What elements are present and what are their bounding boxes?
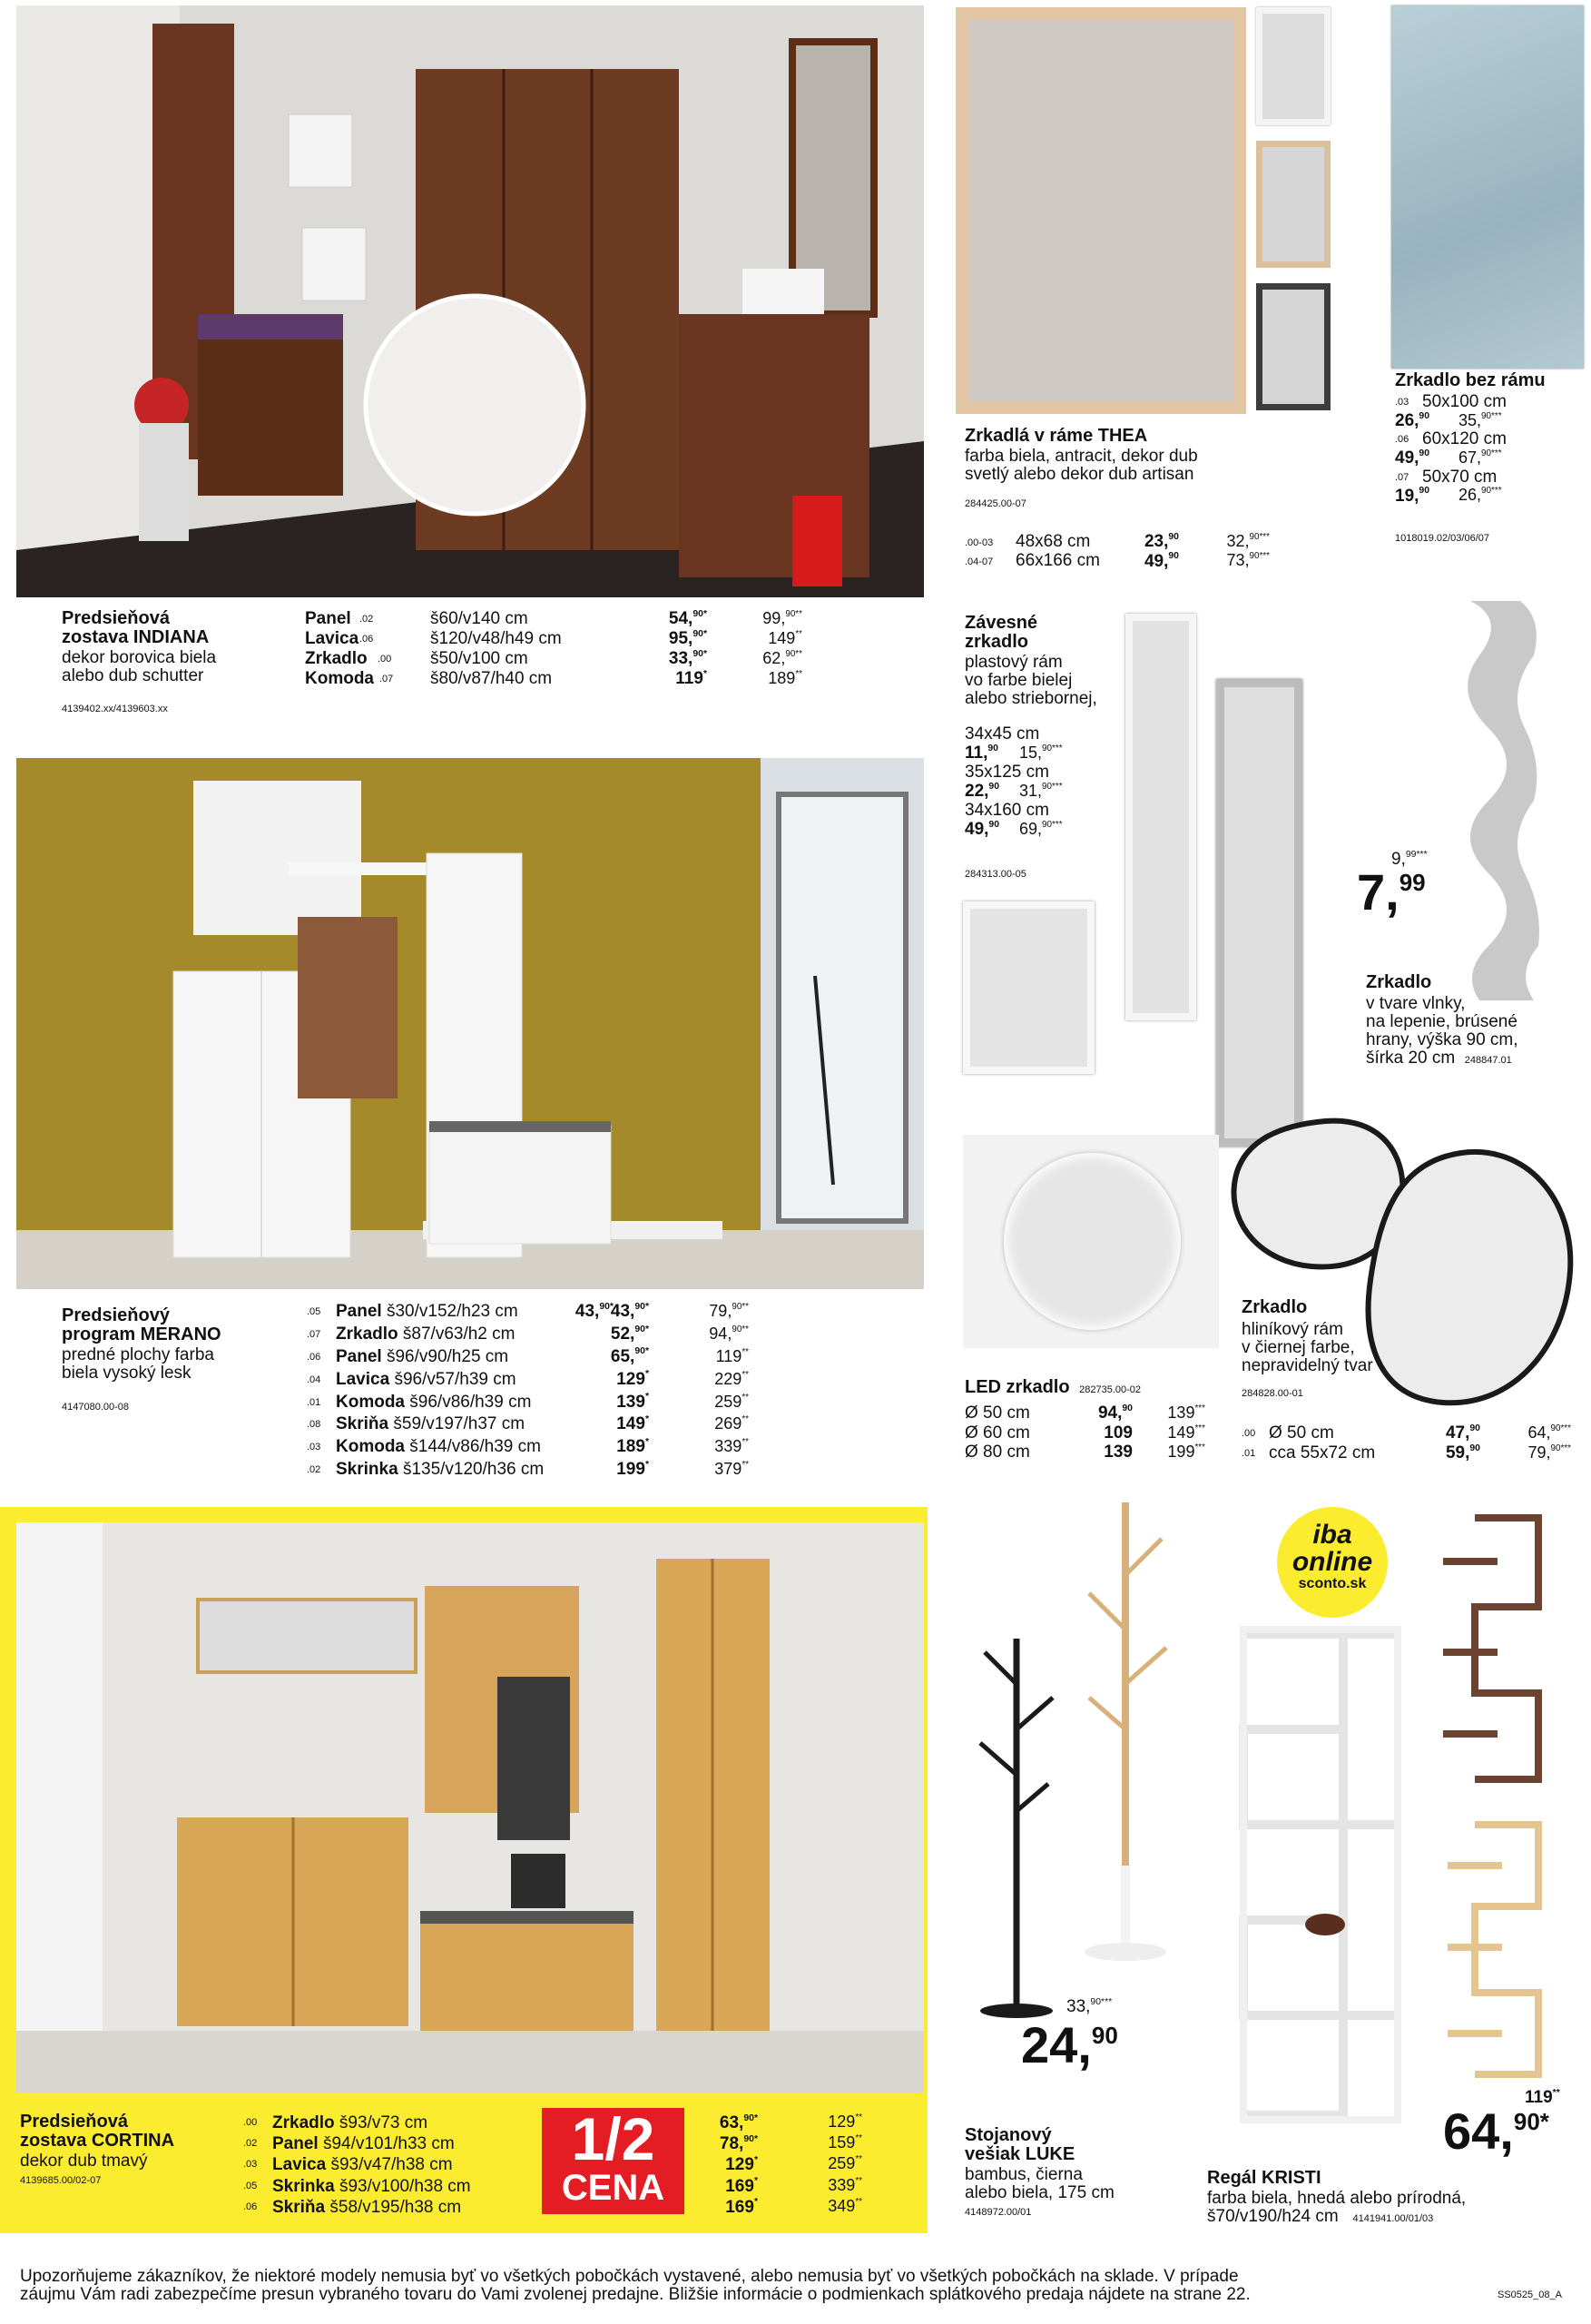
cortina-name: Predsieňová zostava CORTINA (20, 2112, 175, 2151)
merano-row: .02 Skrinka š135/v120/h36 cm (307, 1460, 545, 1480)
bezramu-item: .06 60x120 cm (1395, 429, 1507, 449)
luke-old-price: 33,$^{90***}$ (1066, 1996, 1113, 2016)
hlinik-desc: hliníkový rám v čiernej farbe, nepravidelný tvar (1242, 1320, 1373, 1376)
bezramu-item: 26,90 35,90*** (1395, 410, 1502, 430)
thea-row: .00-03 48x68 cm 23,90 32,90*** (965, 532, 1270, 552)
cortina-row: .06 Skriňa š58/v195/h38 cm (243, 2197, 462, 2217)
merano-row: .06 Panel š96/v90/h25 cm (307, 1346, 509, 1366)
thea-mirror-white (1256, 7, 1331, 125)
cortina-code: 4139685.00/02-07 (20, 2175, 102, 2186)
indiana-code: 4139402.xx/4139603.xx (62, 704, 168, 714)
thea-name: Zrkadlá v ráme THEA (965, 426, 1148, 446)
luke-price: 24,90 (1021, 2016, 1118, 2073)
bezramu-item: 19,90 26,90*** (1395, 486, 1502, 506)
merano-row: .03 Komoda š144/v86/h39 cm (307, 1437, 541, 1457)
indiana-name: Predsieňová zostava INDIANA (62, 608, 210, 647)
bezramu-code: 1018019.02/03/06/07 (1395, 533, 1489, 544)
hlinik-price-table (1242, 1423, 1571, 1463)
zavesne-code: 284313.00-05 (965, 869, 1026, 880)
indiana-row: Komoda .07 š80/v87/h40 cm 119* 189** (305, 668, 802, 689)
thea-row: .04-07 66x166 cm 49,90 73,90*** (965, 551, 1270, 571)
merano-price-table (307, 1301, 614, 1482)
bezramu-item: .07 50x70 cm (1395, 467, 1498, 487)
cortina-desc: dekor dub tmavý (20, 2152, 148, 2171)
merano-row: .04 Lavica š96/v57/h39 cm (307, 1369, 516, 1389)
bezramu-item: 49,90 67,90*** (1395, 448, 1502, 468)
half-price-badge: 1/2 CENA (542, 2108, 684, 2214)
hlinik-name: Zrkadlo (1242, 1297, 1308, 1317)
vlnky-name: Zrkadlo (1366, 972, 1432, 992)
zavesne-desc: plastový rám vo farbe bielej alebo striebornej, (965, 653, 1097, 709)
led-row: Ø 80 cm 139 199*** (965, 1443, 1205, 1462)
thea-mirror-oak (1256, 141, 1331, 268)
zavesne-name: Závesné zrkadlo (965, 613, 1038, 652)
thea-code: 284425.00-07 (965, 498, 1026, 509)
luke-desc: bambus, čierna alebo biela, 175 cm (965, 2165, 1115, 2203)
kristi-name: Regál KRISTI (1207, 2168, 1321, 2188)
cortina-row: .05 Skrinka š93/v100/h38 cm (243, 2176, 471, 2196)
vlnky-desc: v tvare vlnky, na lepenie, brúsené hrany, výška 90 cm, šírka 20 cm 248847.01 (1366, 994, 1518, 1068)
cortina-row: .02 Panel š94/v101/h33 cm (243, 2134, 455, 2154)
indiana-price-table (305, 609, 802, 689)
led-price-table (965, 1403, 1205, 1462)
wave-mirror (1452, 601, 1543, 1000)
merano-name: Predsieňový program MERANO (62, 1305, 221, 1344)
indiana-row: Panel .02 š60/v140 cm 54,90* 99,90** (305, 608, 802, 628)
merano-code: 4147080.00-08 (62, 1402, 130, 1413)
cortina-price-table (243, 2112, 471, 2218)
zavesne-mirror-tall-white (1125, 614, 1196, 1020)
mirror-no-frame (1391, 5, 1584, 369)
hlinik-code: 284828.00-01 (1242, 1388, 1303, 1399)
led-row: Ø 50 cm 94,90 139*** (965, 1403, 1205, 1423)
indiana-row: Zrkadlo .00 š50/v100 cm 33,90* 62,90** (305, 648, 802, 669)
footer-code: SS0525_08_A (1498, 2290, 1562, 2300)
luke-name: Stojanový vešiak LUKE (965, 2125, 1075, 2164)
led-heading: LED zrkadlo 282735.00-02 (965, 1377, 1142, 1397)
merano-desc: predné plochy farba biela vysoký lesk (62, 1345, 214, 1384)
kristi-desc: farba biela, hnedá alebo prírodná, š70/v190/h24 cm 4141941.00/01/03 (1207, 2189, 1467, 2227)
online-only-badge: iba online sconto.sk (1277, 1507, 1388, 1618)
kristi-shelves (1234, 1507, 1588, 2142)
bezramu-price-list (1395, 393, 1507, 506)
merano-row: .01 Komoda š96/v86/h39 cm (307, 1392, 532, 1412)
zavesne-mirror-small (963, 901, 1095, 1074)
kristi-price: 64,$^{90*}$ (1443, 2102, 1549, 2160)
indiana-desc: dekor borovica biela alebo dub schutter (62, 648, 217, 686)
zavesne-mirror-tall-silver (1216, 679, 1302, 1147)
footer-disclaimer: Upozorňujeme zákazníkov, že niektoré modely nemusia byť vo všetkých pobočkách vystavené, alebo nemusia byť vo všetkých pobočkách na sklade. V prípade záujmu Vám radi zabezpečíme presun vybraného tovaru do Vami zvolenej predajne. Bližšie informácie o podmienkach splátkového predaja nájdete na strane 22. (20, 2267, 1251, 2304)
hlinik-row: .01 cca 55x72 cm 59,90 79,90*** (1242, 1443, 1571, 1463)
thea-mirror-anthracite (1256, 283, 1331, 410)
cortina-prices: 63,90* 129** 78,90* 159** 129* 259** 169* 339** 169* 349** (719, 2112, 862, 2217)
cortina-row: .00 Zrkadlo š93/v73 cm (243, 2113, 428, 2132)
led-row: Ø 60 cm 109 149*** (965, 1423, 1205, 1443)
led-mirror-photo (963, 1135, 1219, 1348)
merano-row: .05 Panel š30/v152/h23 cm 43,90* (307, 1301, 614, 1321)
bezramu-name: Zrkadlo bez rámu (1395, 370, 1546, 390)
merano-row: .07 Zrkadlo š87/v63/h2 cm (307, 1324, 516, 1344)
zavesne-price-list: 34x45 cm 11,90 15,90*** 35x125 cm 22,90 31,90*** 34x160 cm 49,90 69,90*** (965, 724, 1063, 840)
merano-row: .08 Skriňa š59/v197/h37 cm (307, 1414, 525, 1434)
thea-desc: farba biela, antracit, dekor dub svetlý alebo dekor dub artisan (965, 447, 1198, 485)
thea-price-table (965, 533, 1270, 571)
thea-mirror-large (956, 7, 1246, 414)
cortina-photo (16, 1522, 924, 2093)
kristi-old-price: 119** (1525, 2087, 1560, 2107)
indiana-photo (16, 5, 924, 597)
merano-photo (16, 758, 924, 1289)
hlinik-row: .00 Ø 50 cm 47,90 64,90*** (1242, 1423, 1571, 1443)
indiana-row: Lavica .06 š120/v48/h49 cm 95,90* 149** (305, 628, 802, 649)
merano-prices: 43,90* 79,90** 52,90* 94,90** 65,90* 119** 129* 229** 139* 259** 149* 269** 189* 339** 199* 379** (610, 1301, 749, 1480)
luke-coat-stands (944, 1502, 1207, 2020)
vlnky-price: 7,99 (1357, 863, 1426, 921)
vlnky-old-price: 9,$^{99***}$ (1391, 849, 1428, 869)
bezramu-item: .03 50x100 cm (1395, 392, 1507, 411)
cortina-row: .03 Lavica š93/v47/h38 cm (243, 2155, 453, 2175)
luke-code: 4148972.00/01 (965, 2207, 1032, 2218)
